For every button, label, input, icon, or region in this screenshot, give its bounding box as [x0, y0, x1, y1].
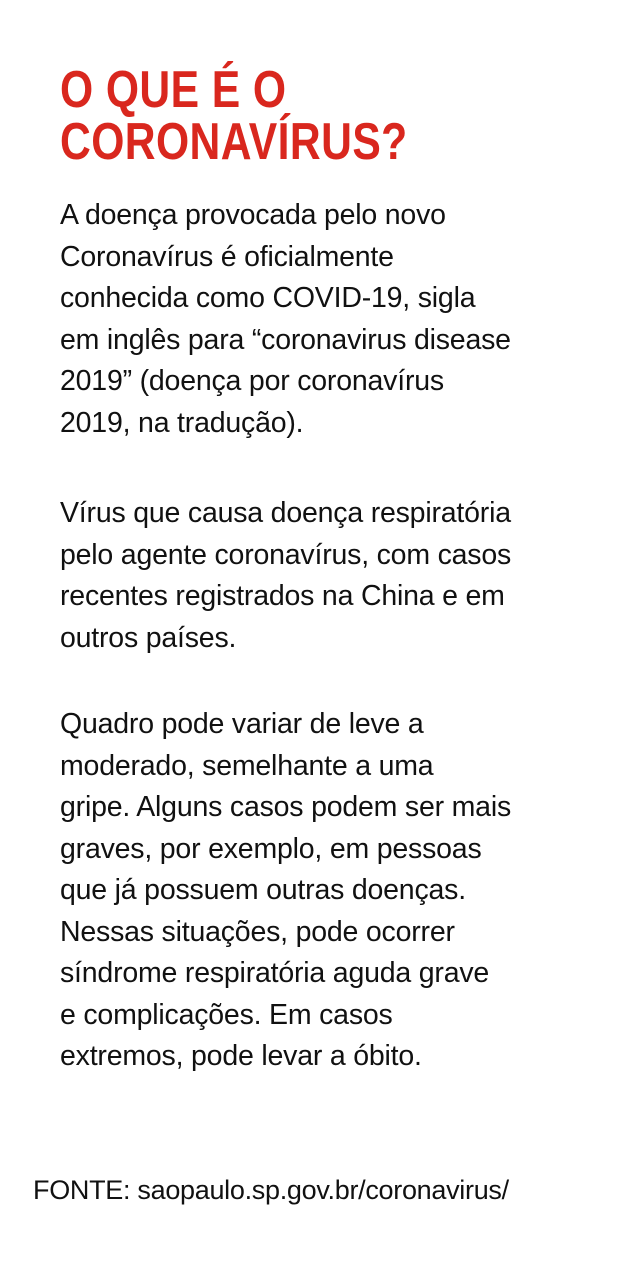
paragraph-line: que já possuem outras doenças. [60, 874, 466, 906]
paragraph-line: recentes registrados na China e em [60, 580, 505, 612]
paragraph-line: graves, por exemplo, em pessoas [60, 832, 482, 865]
paragraph-line: 2019” (doença por coronavírus [60, 365, 444, 397]
paragraph-symptoms [60, 704, 600, 1078]
paragraph-line: conhecida como COVID-19, sigla [60, 282, 476, 314]
title-line-2: CORONAVÍRUS? [60, 113, 408, 171]
paragraph-line: Vírus que causa doença respiratória [60, 497, 511, 529]
source-credit: FONTE: saopaulo.sp.gov.br/coronavirus/ [33, 1175, 509, 1205]
title-line-1: O QUE É O [60, 61, 287, 119]
paragraph-virus [60, 493, 600, 659]
paragraph-line: Nessas situações, pode ocorrer [60, 915, 455, 948]
paragraph-line: extremos, pode levar a óbito. [60, 1040, 422, 1072]
paragraph-line: outros países. [60, 621, 237, 654]
page-title [60, 61, 486, 171]
paragraph-line: Coronavírus é oficialmente [60, 240, 394, 273]
paragraph-line: A doença provocada pelo novo [60, 199, 446, 231]
paragraph-line: pelo agente coronavírus, com casos [60, 538, 512, 571]
paragraph-line: gripe. Alguns casos podem ser mais [60, 791, 512, 823]
paragraph-line: 2019, na tradução). [60, 406, 304, 439]
paragraph-definition [60, 195, 600, 444]
paragraph-line: síndrome respiratória aguda grave [60, 957, 490, 989]
paragraph-line: Quadro pode variar de leve a [60, 708, 424, 740]
paragraph-line: em inglês para “coronavirus disease [60, 323, 511, 356]
paragraph-line: moderado, semelhante a uma [60, 749, 434, 782]
paragraph-line: e complicações. Em casos [60, 998, 393, 1031]
